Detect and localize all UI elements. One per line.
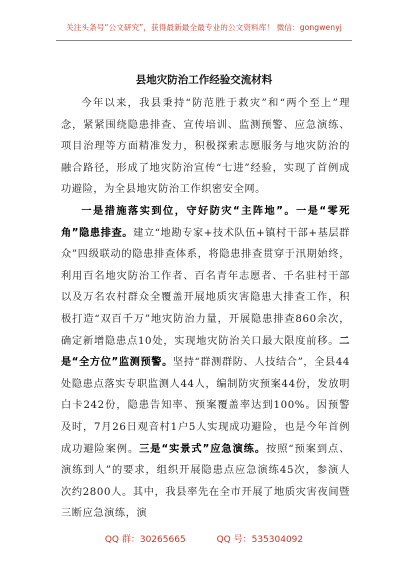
- text-monitoring: 坚持“群测群防、人技结合”，全县44处隐患点落实专职监测人44人，编制防灾预案44份，发放明白卡242份，隐患告知率、预案覆盖率达到100%。因预警及时，7月26日观音村1户5人实现成功避险，也是今年首例成功避险案例。: [61, 357, 350, 455]
- text-drills: 按照“预案到点、演练到人”的要求，组织开展隐患点应急演练45次，参演人次约2800人。其中，我县率先在全市开展了地质灾害夜间暨三断应急演练，演: [61, 443, 350, 520]
- paragraph-intro: 今年以来，我县秉持“防范胜于救灾”和“两个至上”理念，紧紧围绕隐患排查、宣传培训、监测预警、应急演练、项目治理等方面精准发力，积极探索志愿服务与地灾防治的融合路径，形成了地灾防治宣传“七进”经验，实现了首例成功避险，为全县地灾防治工作织密安全网。: [61, 98, 350, 196]
- text-hazard-survey: 建立“地勘专家+技术队伍+镇村干部+基层群众”四级联动的隐患排查体系，将隐患排查贯穿于汛期始终，利用百名地灾防治工作者、百名青年志愿者、千名驻村干部以及万名农村群众全覆盖开展地质灾害隐患大排查工作，积极打造“双百千万”地灾防治力量，开展隐患排查860余次，确定新增隐患点10处，实现地灾防治关口最大限度前移。: [61, 227, 350, 347]
- heading-drills: 三是“实景式”应急演练。: [139, 443, 267, 455]
- footer-contacts: [0, 532, 408, 545]
- header-banner: 关注头条号“公文研究”，获得最新最全最专业的公文资料库！ 微信：gongwenyj: [66, 23, 342, 32]
- header-divider: [56, 40, 352, 41]
- heading-measures: 一是措施落实到位，守好防灾“主阵地”。: [81, 205, 297, 217]
- footer-qq-number: QQ 号：535304092: [216, 535, 304, 545]
- footer-qq-group: QQ 群：30265665: [104, 535, 186, 545]
- document-title: 县地灾防治工作经验交流材料: [135, 74, 273, 86]
- paragraph-measures: [61, 201, 350, 525]
- heading-hazard-survey: 一是“零死角”隐患排查。: [61, 205, 350, 239]
- document-body: [61, 93, 350, 525]
- heading-monitoring: 二是“全方位”监测预警。: [61, 335, 350, 369]
